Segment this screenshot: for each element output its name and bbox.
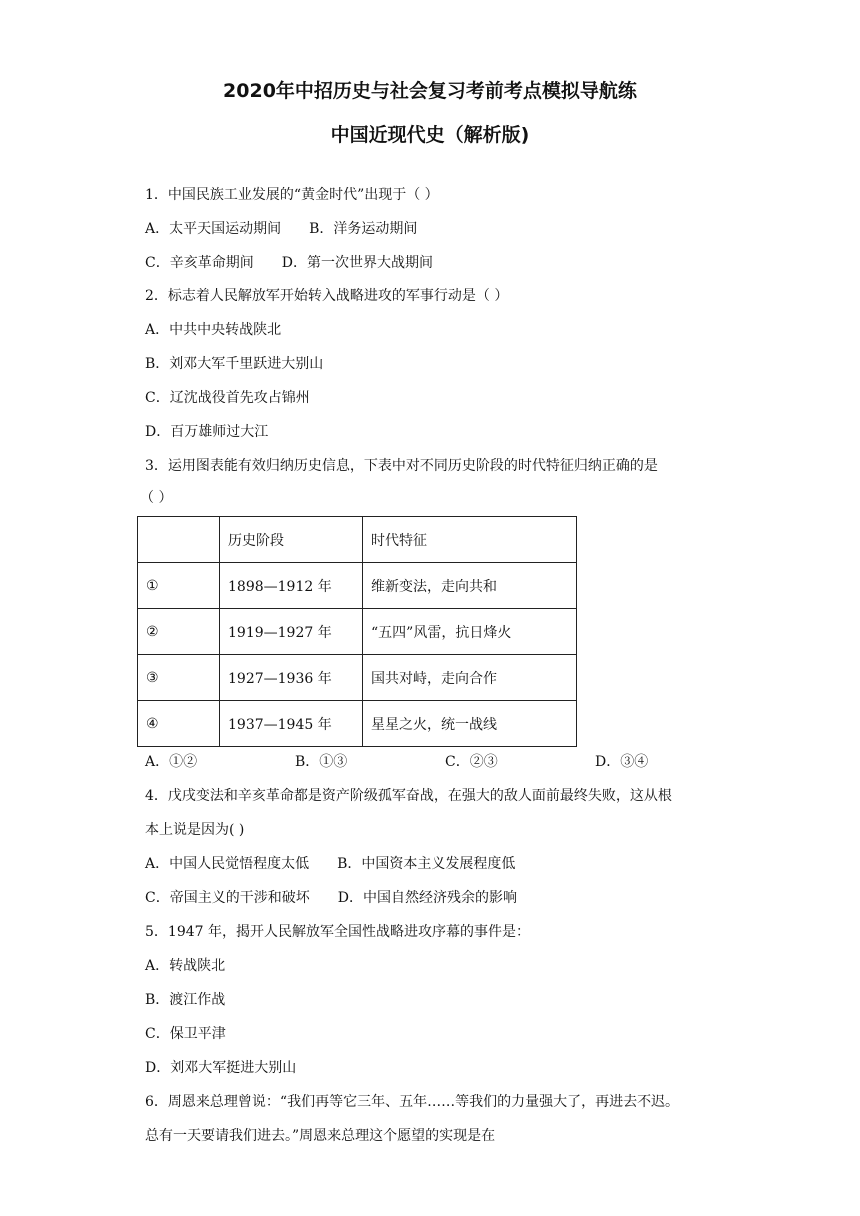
q2-option-d[interactable]: D．百万雄师过大江 bbox=[145, 424, 269, 440]
table-cell: ④ bbox=[138, 701, 220, 747]
table-cell: 1927—1936 年 bbox=[220, 655, 363, 701]
q3-stem: 3．运用图表能有效归纳历史信息，下表中对不同历史阶段的时代特征归纳正确的是 bbox=[145, 458, 658, 474]
q4-options-row-1 bbox=[145, 854, 515, 874]
q4-option-d[interactable]: D．中国自然经济残余的影响 bbox=[337, 890, 517, 906]
q4-options-row-2 bbox=[145, 888, 517, 908]
q2-option-c[interactable]: C．辽沈战役首先攻占锦州 bbox=[145, 390, 310, 406]
q5-option-a[interactable]: A．转战陕北 bbox=[145, 958, 226, 974]
q4-option-b[interactable]: B．中国资本主义发展程度低 bbox=[337, 856, 516, 872]
table-row bbox=[138, 701, 577, 747]
q5-option-b[interactable]: B．渡江作战 bbox=[145, 992, 226, 1008]
table-cell: ① bbox=[138, 563, 220, 609]
table-cell: 星星之火，统一战线 bbox=[363, 701, 577, 747]
document-title: 2020年中招历史与社会复习考前考点模拟导航练 bbox=[223, 80, 637, 102]
q4-option-a[interactable]: A．中国人民觉悟程度太低 bbox=[145, 856, 310, 872]
table-cell: 1937—1945 年 bbox=[220, 701, 363, 747]
table-cell: 1898—1912 年 bbox=[220, 563, 363, 609]
q4-option-c[interactable]: C．帝国主义的干涉和破坏 bbox=[145, 890, 310, 906]
table-cell: 维新变法，走向共和 bbox=[363, 563, 577, 609]
table-header-cell: 历史阶段 bbox=[220, 517, 363, 563]
q1-option-d[interactable]: D．第一次世界大战期间 bbox=[281, 255, 433, 271]
table-row bbox=[138, 609, 577, 655]
table-cell: ③ bbox=[138, 655, 220, 701]
table-header-cell: 时代特征 bbox=[363, 517, 577, 563]
q5-stem: 5．1947 年，揭开人民解放军全国性战略进攻序幕的事件是： bbox=[145, 924, 530, 940]
q1-options-row-2 bbox=[145, 253, 433, 273]
q5-option-c[interactable]: C．保卫平津 bbox=[145, 1026, 226, 1042]
q6-stem-line-1: 6．周恩来总理曾说：“我们再等它三年、五年……等我们的力量强大了，再进去不迟。 bbox=[145, 1094, 680, 1110]
q2-option-b[interactable]: B．刘邓大军千里跃进大别山 bbox=[145, 356, 324, 372]
table-cell: ② bbox=[138, 609, 220, 655]
document-subtitle: 中国近现代史（解析版) bbox=[330, 124, 530, 146]
q2-option-a[interactable]: A．中共中央转战陕北 bbox=[145, 322, 282, 338]
q1-option-c[interactable]: C．辛亥革命期间 bbox=[145, 255, 254, 271]
q3-table bbox=[137, 516, 577, 747]
q5-option-d[interactable]: D．刘邓大军挺进大别山 bbox=[145, 1060, 297, 1076]
q3-option-d[interactable]: D．③④ bbox=[595, 754, 649, 770]
q3-answer-paren: （ ） bbox=[140, 490, 173, 506]
q4-stem-line-1: 4．戊戌变法和辛亥革命都是资产阶级孤军奋战，在强大的敌人面前最终失败，这从根 bbox=[145, 788, 672, 804]
q6-stem-line-2: 总有一天要请我们进去。”周恩来总理这个愿望的实现是在 bbox=[145, 1128, 496, 1144]
q2-stem: 2．标志着人民解放军开始转入战略进攻的军事行动是（ ） bbox=[145, 288, 509, 304]
q3-option-b[interactable]: B．①③ bbox=[295, 754, 348, 770]
q1-option-a[interactable]: A．太平天国运动期间 bbox=[145, 221, 282, 237]
q1-options-row-1 bbox=[145, 219, 417, 239]
table-header-row bbox=[138, 517, 577, 563]
table-cell: 1919—1927 年 bbox=[220, 609, 363, 655]
q1-stem: 1．中国民族工业发展的“黄金时代”出现于（ ） bbox=[145, 187, 439, 203]
q4-stem-line-2: 本上说是因为( ) bbox=[145, 822, 245, 838]
table-header-cell bbox=[138, 517, 220, 563]
table-cell: “五四”风雷，抗日烽火 bbox=[363, 609, 577, 655]
q1-option-b[interactable]: B．洋务运动期间 bbox=[309, 221, 418, 237]
table-row bbox=[138, 563, 577, 609]
q3-option-c[interactable]: C．②③ bbox=[445, 754, 498, 770]
table-cell: 国共对峙，走向合作 bbox=[363, 655, 577, 701]
q3-option-a[interactable]: A．①② bbox=[145, 754, 198, 770]
table-row bbox=[138, 655, 577, 701]
